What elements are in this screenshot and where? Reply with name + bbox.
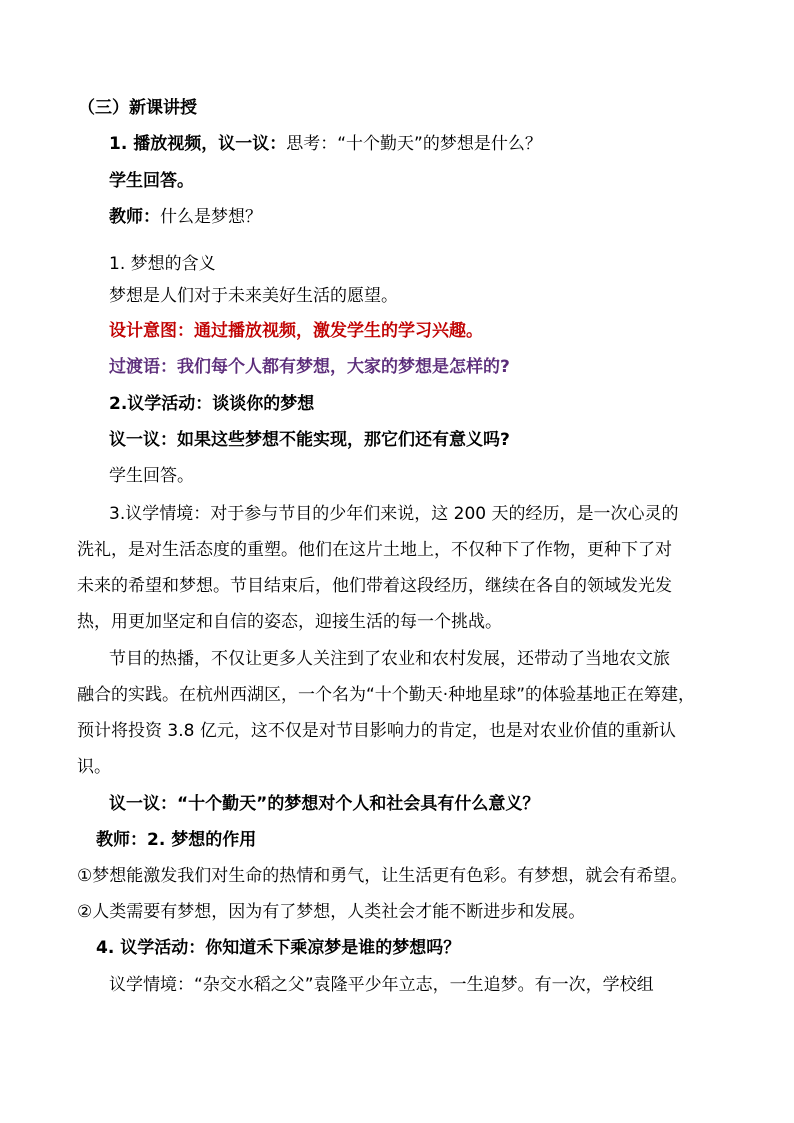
item-1 [109, 133, 542, 155]
meaning-text: 梦想是人们对于未来美好生活的愿望。 [109, 286, 398, 306]
scenario-3-text-1: 对于参与节目的少年们来说，这 200 天的经历，是一次心灵的 [210, 504, 679, 524]
role-heading: 2. 梦想的作用 [147, 830, 257, 850]
role-heading-line [96, 829, 256, 851]
meaning-heading: 1. 梦想的含义 [109, 254, 216, 274]
activity-2-title: 谈谈你的梦想 [212, 394, 315, 414]
role-point-1: ①梦想能激发我们对生命的热情和勇气，让生活更有色彩。有梦想，就会有希望。 [77, 866, 688, 886]
item-1-question: 思考：“十个勤天”的梦想是什么？ [286, 134, 542, 154]
role-point-2: ②人类需要有梦想，因为有了梦想，人类社会才能不断进步和发展。 [77, 902, 586, 922]
student-answer-1: 学生回答。 [109, 171, 194, 191]
scenario-4-label: 议学情境： [109, 975, 194, 995]
scenario-3-line-4: 热，用更加坚定和自信的姿态，迎接生活的每一个挑战。 [77, 612, 502, 632]
discuss-question-2: 议一议：“十个勤天”的梦想对个人和社会具有什么意义？ [109, 794, 540, 814]
activity-4: 4. 议学活动：你知道禾下乘凉梦是谁的梦想吗？ [96, 938, 461, 958]
scenario-4-text: “杂交水稻之父”袁隆平少年立志，一生追梦。有一次，学校组 [194, 975, 654, 995]
activity-2 [109, 393, 314, 415]
design-intent: 设计意图：通过播放视频，激发学生的学习兴趣。 [109, 321, 483, 341]
scenario-3-label: 3.议学情境： [109, 504, 211, 524]
teacher-label: 教师： [109, 207, 160, 227]
impact-line-4: 识。 [77, 757, 111, 777]
teacher-question-line [109, 206, 262, 228]
section-title: （三）新课讲授 [78, 98, 197, 118]
impact-line-1: 节目的热播，不仅让更多人关注到了农业和农村发展，还带动了当地农文旅 [109, 649, 670, 669]
teacher-question: 什么是梦想？ [160, 207, 262, 227]
student-answer-2: 学生回答。 [109, 466, 194, 486]
scenario-4-line [109, 974, 654, 996]
activity-2-label: 2.议学活动： [109, 394, 213, 414]
scenario-3-line-2: 洗礼，是对生活态度的重塑。他们在这片土地上，不仅种下了作物，更种下了对 [77, 540, 672, 560]
impact-line-2: 融合的实践。在杭州西湖区，一个名为“十个勤天·种地星球”的体验基地正在筹建， [77, 685, 696, 705]
transition-text: 过渡语：我们每个人都有梦想，大家的梦想是怎样的? [109, 357, 510, 377]
teacher-role-label: 教师： [96, 830, 147, 850]
scenario-3-line-1 [109, 503, 721, 525]
item-1-label: 1. 播放视频，议一议： [109, 134, 287, 154]
impact-line-3: 预计将投资 3.8 亿元，这不仅是对节目影响力的肯定，也是对农业价值的重新认 [77, 721, 676, 741]
discuss-question-1: 议一议：如果这些梦想不能实现，那它们还有意义吗? [109, 430, 510, 450]
scenario-3-line-3: 未来的希望和梦想。节目结束后，他们带着这段经历，继续在各自的领域发光发 [77, 576, 672, 596]
